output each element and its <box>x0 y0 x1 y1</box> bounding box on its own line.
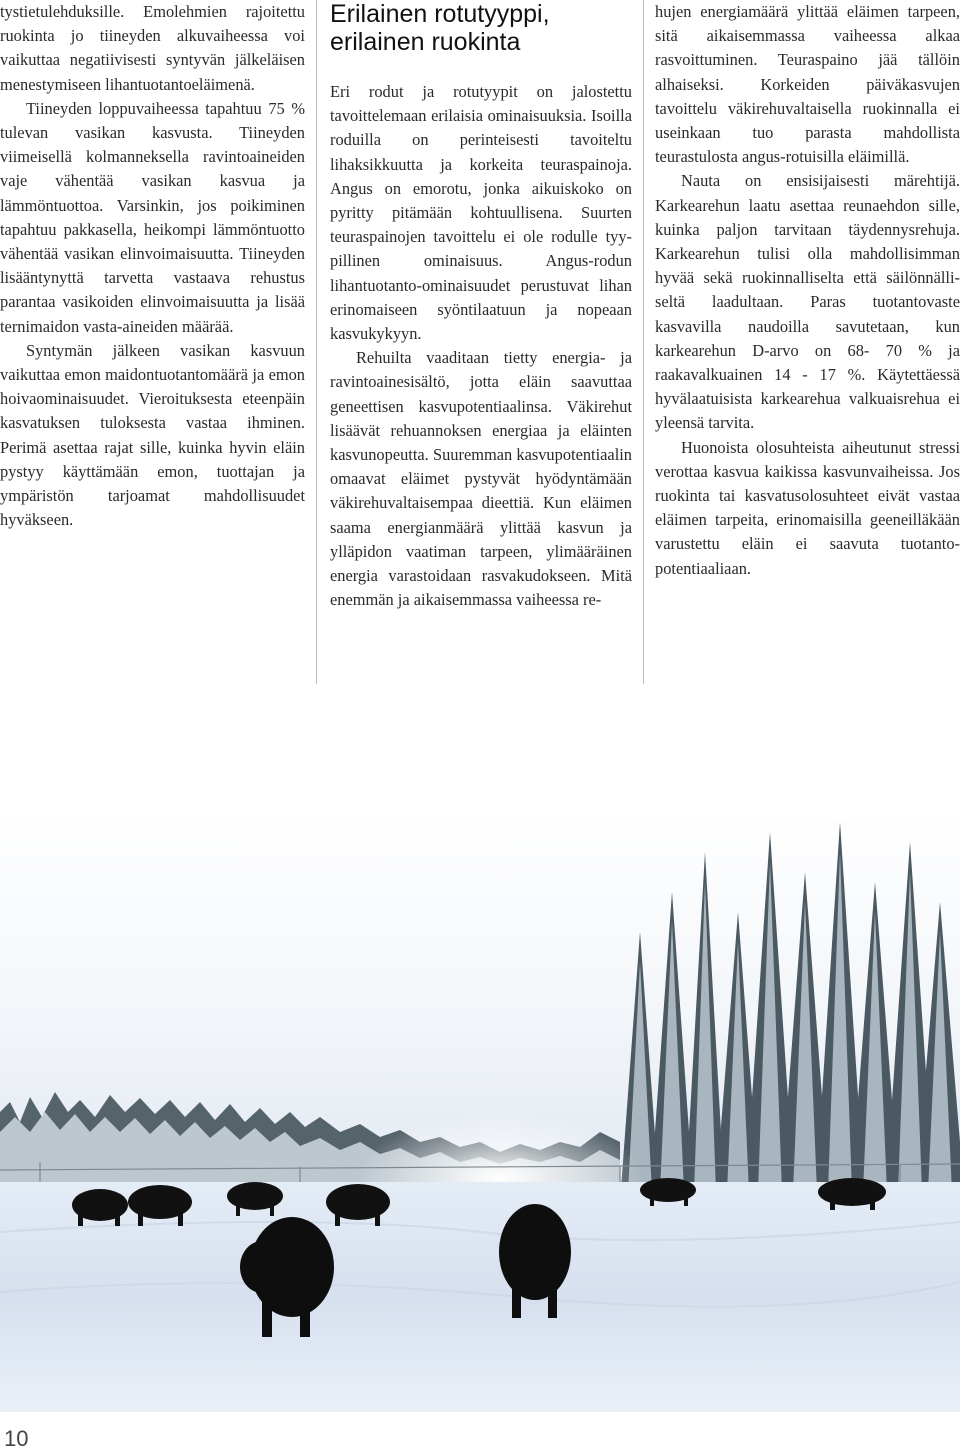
column-right <box>655 0 960 581</box>
cattle-snow-photo <box>0 812 960 1412</box>
paragraph: Nauta on ensisijaisesti märehtijä. Karkearehun laatu asettaa reunaehdon sille, kuinka paljon tarvitaan täydennysrehuja. Karkearehun tulisi olla mahdollisimman hyvää sekä ruokinnalliselta että säilönnälliseltä laadultaan. Paras tuotantovaste kasvavilla naudoilla savutetaan, kun karkearehun D-arvo on 68- 70 % ja raakavalkuainen 14 - 17 %. Käytettäessä hyvälaatuisista karkearehua valkuaisrehua ei yleensä tarvita. <box>655 171 960 433</box>
page-number: 10 <box>4 1426 29 1451</box>
paragraph: hujen energiamäärä ylittää eläimen tarpeen, sitä aikaisemmassa vaiheessa alkaa rasvoittuminen. Teuraspaino jää tällöin alhaiseksi. Korkeiden päiväkasvujen tavoittelu väkirehuvaltaisella ruokinnalla ei useinkaan tuo parasta mahdollista teurastulosta angus-rotuisilla eläimillä. <box>655 2 960 167</box>
column-middle <box>330 0 632 612</box>
section-heading: Erilainen rotutyyppi, erilainen ruokinta <box>330 0 550 56</box>
paragraph: Rehuilta vaaditaan tietty energia- ja ravintoainesisältö, jotta eläin saavuttaa geneettisen kasvupotentiaalinsa. Väkirehut lisäävät rehuannoksen energiaa ja eläinten kasvunopeutta. Suuremman kasvupotentiaalin omaavat eläimet pystyvät hyödyntämään väkirehuvaltaisempaa dieettiä. Kun eläimen saama energianmäärä ylittää kasvun ja ylläpidon vaatiman tarpeen, ylimääräinen energia varastoidaan rasvakudokseen. Mitä enemmän ja aikaisemmassa vaiheessa re- <box>330 348 632 610</box>
paragraph: Tiineyden loppuvaiheessa tapahtuu 75 % tulevan vasikan kasvusta. Tiineyden viimeisellä kolmanneksella ravintoaineiden vaje vähentää vasikan kasvua ja lämmöntuottoa. Varsinkin, jos poikiminen tapahtuu pakkasella, heikompi lämmöntuotto vähentää vasikan elinvoimaisuutta. Tiineyden lisääntynyttä tarvetta vastaava rehustus parantaa vasikoiden elinvoimaisuutta ja lisää ternimaidon vasta-aineiden määrää. <box>0 98 305 336</box>
paragraph: tystietulehduksille. Emolehmien rajoitettu ruokinta jo tiineyden alkuvaiheessa voi vaikuttaa negatiivisesti syntyvän jälkeläisen menestymiseen lihantuotantoeläimenä. <box>0 2 305 94</box>
paragraph: Eri rodut ja rotutyypit on jalostettu tavoittelemaan erilaisia ominaisuuksia. Isoilla roduilla on perinteisesti tavoiteltu lihaksikkuutta ja korkeita teuraspainoja. Angus on emorotu, jonka aikuiskoko on pyritty pitämään kohtuullisena. Suurten teuraspainojen tavoittelu ei ole rodulle tyypillinen ominaisuus. Angus-rodun lihantuotanto-ominaisuudet perustuvat lihan erinomaiseen syöntilaatuun ja nopeaan kasvukykyyn. <box>330 82 632 344</box>
column-left <box>0 0 305 532</box>
column-divider <box>643 0 644 684</box>
column-divider <box>316 0 317 684</box>
paragraph: Huonoista olosuhteista aiheutunut stressi verottaa kasvua kaikissa kasvunvaiheissa. Jos ruokinta tai kasvatusolosuhteet eivät vastaa eläimen tarpeita, erinomaisilla geeneilläkään varustettu eläin ei saavuta tuotantopotentiaaliaan. <box>655 437 960 578</box>
paragraph: Syntymän jälkeen vasikan kasvuun vaikuttaa emon maidontuotantomäärä ja emon hoivaominaisuudet. Vieroituksesta eteenpäin kasvatuksen tuloksesta vastaa ihminen. Perimä asettaa rajat sille, kuinka hyvin eläin pystyy käyttämään emon, tuottajan ja ympäristön tarjoamat mahdollisuudet hyväkseen. <box>0 340 305 530</box>
